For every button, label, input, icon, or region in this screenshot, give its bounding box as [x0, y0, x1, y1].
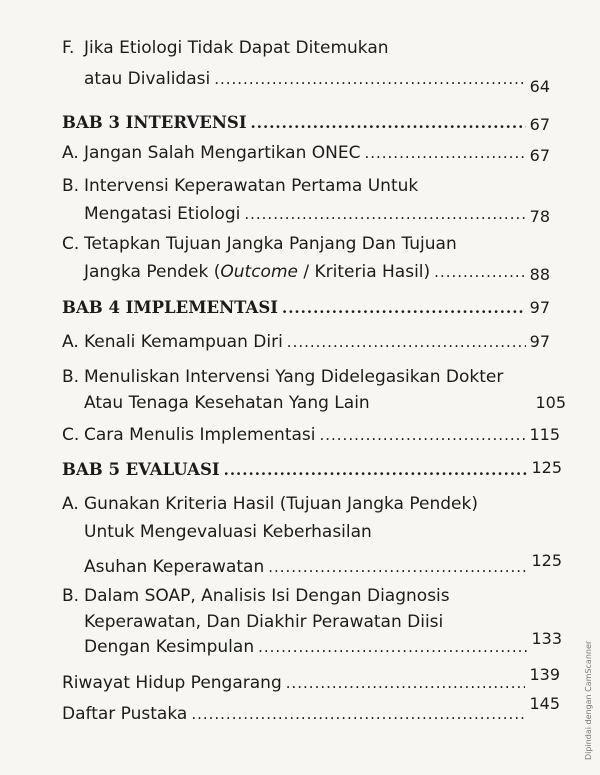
entry-letter: A. [62, 143, 79, 163]
entry-title-line2: Atau Tenaga Kesehatan Yang Lain [84, 393, 370, 413]
entry-title-line1: Tetapkan Tujuan Jangka Panjang Dan Tujuan [84, 234, 457, 254]
entry-title-line2: Keperawatan, Dan Diakhir Perawatan Diisi [84, 612, 444, 632]
dot-leader [282, 297, 526, 319]
page-number: 64 [529, 77, 550, 96]
entry-letter: F. [62, 38, 75, 58]
page-number: 115 [529, 425, 560, 444]
page-number: 67 [529, 115, 550, 134]
dot-leader [244, 203, 525, 225]
chapter-title: BAB 3 INTERVENSI [62, 113, 247, 132]
entry-title-line1: Dalam SOAP, Analisis Isi Dengan Diagnosis [84, 586, 450, 606]
entry-title-line2-italic: Outcome [220, 262, 298, 282]
entry-letter: A. [62, 494, 79, 514]
dot-leader [319, 424, 525, 446]
chapter-title: BAB 4 IMPLEMENTASI [62, 298, 278, 317]
page-number: 88 [529, 265, 550, 284]
dot-leader [364, 142, 525, 164]
entry-title-line1: Intervensi Keperawatan Pertama Untuk [84, 176, 419, 196]
entry-title-line1: Jangan Salah Mengartikan ONEC [84, 143, 361, 163]
entry-title-line1: Cara Menulis Implementasi [84, 425, 316, 445]
dot-leader [287, 331, 526, 353]
page-number: 145 [529, 694, 560, 713]
entry-letter: C. [62, 425, 80, 445]
entry-letter: B. [62, 176, 80, 196]
page-number: 125 [531, 551, 562, 570]
page-number: 97 [529, 298, 550, 317]
dot-leader [258, 636, 527, 658]
page-number: 139 [529, 665, 560, 684]
dot-leader [214, 68, 525, 90]
entry-title-line2: Mengatasi Etiologi [84, 204, 241, 224]
entry-letter: A. [62, 332, 79, 352]
dot-leader [434, 261, 525, 283]
page-number: 97 [529, 332, 550, 351]
entry-title-line1: Menuliskan Intervensi Yang Didelegasikan Dokter [84, 367, 504, 387]
scanner-watermark: Dipindai dengan CamScanner [584, 640, 593, 760]
dot-leader [191, 703, 525, 725]
page-number: 105 [535, 393, 566, 412]
entry-title-line2-post: / Kriteria Hasil) [297, 262, 431, 282]
entry-title-line2: atau Divalidasi [84, 69, 211, 89]
page-number: 78 [529, 207, 550, 226]
dot-leader [268, 556, 527, 578]
dot-leader [224, 459, 528, 481]
entry-letter: B. [62, 586, 80, 606]
entry-title-line3: Asuhan Keperawatan [84, 557, 265, 577]
entry-title-line2-pre: Jangka Pendek ( [84, 262, 221, 282]
entry-title-line1: Kenali Kemampuan Diri [84, 332, 283, 352]
entry-title-line1: Gunakan Kriteria Hasil (Tujuan Jangka Pendek) [84, 494, 478, 514]
entry-letter: B. [62, 367, 80, 387]
page-number: 125 [531, 458, 562, 477]
chapter-title: BAB 5 EVALUASI [62, 460, 220, 479]
entry-title: Daftar Pustaka [62, 704, 188, 724]
dot-leader [251, 112, 526, 134]
entry-letter: C. [62, 234, 80, 254]
page-number: 67 [529, 146, 550, 165]
dot-leader [286, 672, 526, 694]
entry-title-line1: Jika Etiologi Tidak Dapat Ditemukan [84, 38, 389, 58]
entry-title-line2: Untuk Mengevaluasi Keberhasilan [84, 522, 372, 542]
entry-title-line3: Dengan Kesimpulan [84, 637, 255, 657]
page-number: 133 [531, 629, 562, 648]
entry-title: Riwayat Hidup Pengarang [62, 673, 282, 693]
